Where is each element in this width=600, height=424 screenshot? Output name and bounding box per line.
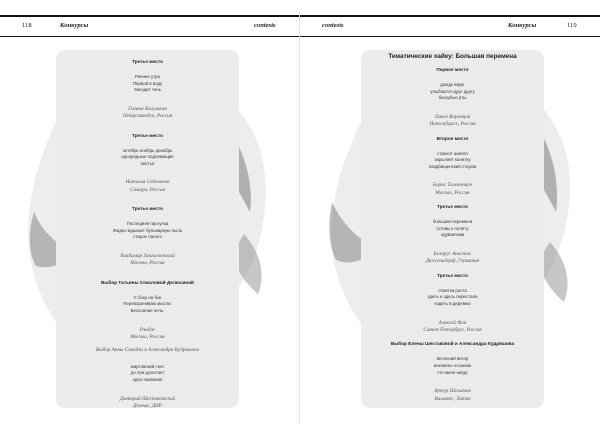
header-rule-bottom	[0, 36, 600, 37]
left-running-head: contests	[254, 22, 276, 29]
award-heading: Выбор Татьяны Соколовой-Делюсиной	[101, 279, 194, 285]
poem-line: дождь вкруг	[440, 82, 465, 87]
poem-author-location: Санкт-Петербург, Россия	[423, 326, 482, 333]
poem-author-location: Самара, Россия	[130, 186, 165, 193]
section-title: Тематические хайку: Большая перемена	[388, 53, 517, 60]
poem-line: кладбищенский сторож	[428, 163, 477, 169]
poem-line: беззубые рты	[438, 95, 467, 101]
poem-author: Белорус Анастас	[433, 250, 472, 257]
poem-line: улыбаются друг другу	[430, 88, 475, 94]
poem-author: Алексей Фон	[438, 319, 467, 326]
poem-author-location: Новосибирск, Россия	[429, 121, 476, 128]
poem-author-location: Вильнюс, Литва	[434, 395, 471, 402]
left-section-title: Конкурсы	[60, 22, 89, 29]
poem-line: окрыляет калитку	[434, 157, 471, 163]
poem-line: старое пальто	[133, 234, 162, 240]
left-page-number: 118	[22, 22, 32, 29]
award-heading: Третье место	[132, 206, 163, 212]
poem-line: одно название	[132, 376, 163, 382]
poem-author-location: Москва, Россия	[435, 189, 470, 196]
poem-line: стрекот шмеля	[437, 150, 468, 156]
header-rule-top	[0, 15, 600, 17]
award-heading: Первое место	[436, 67, 469, 72]
poem-author: Рэндж	[139, 326, 156, 333]
poem-line: октябрь ноябрь декабрь	[122, 147, 173, 153]
award-heading: Третье место	[437, 204, 468, 210]
poem-line: однородные подлежащие	[121, 154, 174, 160]
poem-line: Раннее утро	[134, 74, 161, 79]
poem-line: мартовский снег	[130, 363, 165, 369]
poem-author-location: Петрозаводск, Россия	[122, 113, 173, 120]
poem-line: отметки роста	[438, 287, 467, 293]
poem-line: Переворачиваю мысли.	[123, 301, 172, 307]
poem-author: Борис Толоконцев	[432, 182, 473, 189]
poem-author-location: Дюссельдорф, Германия	[425, 258, 480, 265]
award-heading: Третье место	[132, 59, 163, 64]
poem-line: что меня нигде	[437, 369, 468, 375]
poem-author: Владимир Завгасковский	[120, 252, 175, 259]
poem-line: до луж долетает	[130, 370, 165, 376]
spine-divider	[299, 15, 300, 424]
poem-line: здесь и здесь перестали	[427, 294, 478, 300]
poem-line: большая перемена	[432, 219, 473, 225]
award-heading: Выбор Елены Шестаковой и Александра Кудряшова	[390, 341, 515, 347]
poem-line: ездить в деревню	[434, 300, 471, 306]
left-poem-column	[56, 58, 239, 410]
poem-author-location: Москва, Россия	[130, 260, 165, 267]
poem-line: готовы к полёту	[436, 225, 469, 231]
award-heading: Третье место	[437, 272, 468, 278]
poem-line: Последняя прогулка	[126, 221, 169, 227]
poem-line: С боку на бок	[133, 294, 162, 300]
poem-author: Павел Воронцов	[434, 113, 471, 120]
poem-author: Наталья Седенкова	[125, 179, 170, 186]
poem-author: Артур Шаламов	[434, 388, 471, 395]
right-poem-column	[361, 52, 544, 403]
poem-line: Первой в воду	[132, 80, 163, 86]
right-running-head: contests	[322, 22, 344, 29]
award-heading: Третье место	[132, 132, 163, 138]
poem-author-location: Москва, Россия	[130, 333, 165, 340]
poem-line: весенний ветер	[436, 356, 469, 362]
poem-line: листья	[140, 160, 155, 166]
poem-line: Бессонная ночь.	[130, 307, 165, 313]
right-section-title: Конкурсы	[508, 22, 537, 29]
right-page-number: 119	[567, 22, 577, 29]
award-heading: Второе место	[436, 135, 469, 141]
poem-line: внезапно осознаю	[433, 362, 472, 368]
poem-line: Заходит тень	[134, 87, 161, 93]
poem-author-location: Донецк, ДНР	[133, 402, 162, 409]
poem-author: Дмитрий Шестаковский	[119, 395, 176, 402]
poem-author: Галина Калушкая	[128, 105, 167, 112]
award-heading-italic: Выбор Анны Сакадзи и Александра Кудряшова	[95, 347, 200, 354]
poem-line: Жадно вдыхает бульварную пыль	[112, 227, 183, 233]
poem-line: одуванчики	[440, 232, 465, 238]
